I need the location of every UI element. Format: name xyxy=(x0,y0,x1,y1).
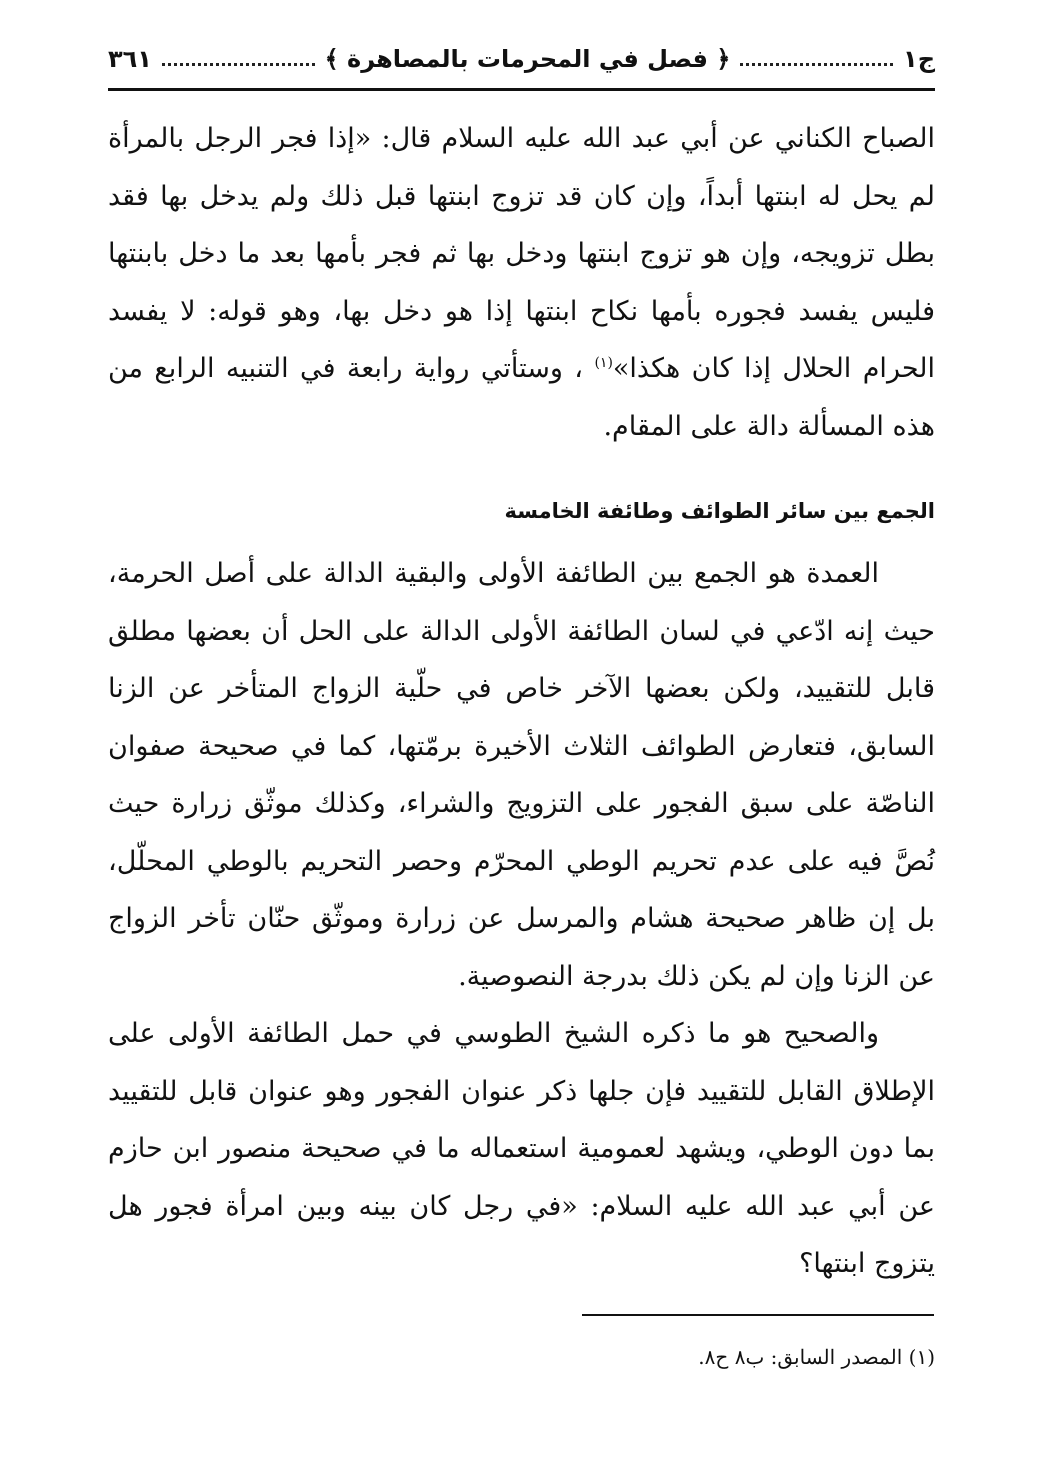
footnote: (١) المصدر السابق: ب٨ ح٨. xyxy=(698,1345,935,1369)
paragraph-2: العمدة هو الجمع بين الطائفة الأولى والبقية الدالة على أصل الحرمة، حيث إنه ادّعي في لسان الطائفة الأولى الدالة على الحل أن بعضها مطلق قابل للتقييد، ولكن بعضها الآخر خاص في حلّية الزواج المتأخر عن الزنا السابق، فتعارض الطوائف الثلاث الأخيرة برمّتها، كما في صحيحة صفوان الناصّة على سبق الفجور على التزويج والشراء، وكذلك موثّق زرارة حيث نُصَّ فيه على عدم تحريم الوطي المحرّم وحصر التحريم بالوطي المحلّل، بل إن ظاهر صحيحة هشام والمرسل عن زرارة وموثّق حنّان تأخر الزواج عن الزنا وإن لم يكن ذلك بدرجة النصوصية. xyxy=(108,558,935,992)
main-text xyxy=(108,110,935,1293)
paragraph-1-continuation: ، وستأتي رواية رابعة في التنبيه الرابع من هذه المسألة دالة على المقام. xyxy=(108,353,935,442)
header-rule xyxy=(108,88,935,91)
page-header xyxy=(108,34,935,84)
section-heading: الجمع بين سائر الطوائف وطائفة الخامسة xyxy=(504,499,935,523)
paragraph-3: والصحيح هو ما ذكره الشيخ الطوسي في حمل الطائفة الأولى على الإطلاق القابل للتقييد فإن جلها ذكر عنوان الفجور وهو عنوان قابل للتقييد بما دون الوطي، ويشهد لعمومية استعماله ما في صحيحة منصور ابن حازم عن أبي عبد الله عليه السلام: «في رجل كان بينه وبين امرأة فجور هل يتزوج ابنتها؟ xyxy=(108,1018,935,1279)
volume-label: ج١ xyxy=(903,45,935,73)
footnote-reference[interactable]: (١) xyxy=(594,355,613,371)
header-dots-right xyxy=(740,63,893,66)
paragraph-1-quote: الصباح الكناني عن أبي عبد الله عليه السلام قال: «إذا فجر الرجل بالمرأة لم يحل له ابنتها أبداً، وإن كان قد تزوج ابنتها قبل ذلك ولم يدخل بها فقد بطل تزويجه، وإن هو تزوج ابنتها ودخل بها ثم فجر بأمها بعد ما دخل بابنتها فليس يفسد فجوره بأمها نكاح ابنتها إذا هو دخل بها، وهو قوله: لا يفسد الحرام الحلال إذا كان هكذا» xyxy=(108,123,935,384)
page-number: ٣٦١ xyxy=(108,45,152,73)
footnote-rule xyxy=(582,1314,934,1316)
paragraph-1 xyxy=(108,110,935,455)
header-dots-left xyxy=(162,63,315,66)
chapter-title: ﴿ فصل في المحرمات بالمصاهرة ﴾ xyxy=(324,45,731,73)
